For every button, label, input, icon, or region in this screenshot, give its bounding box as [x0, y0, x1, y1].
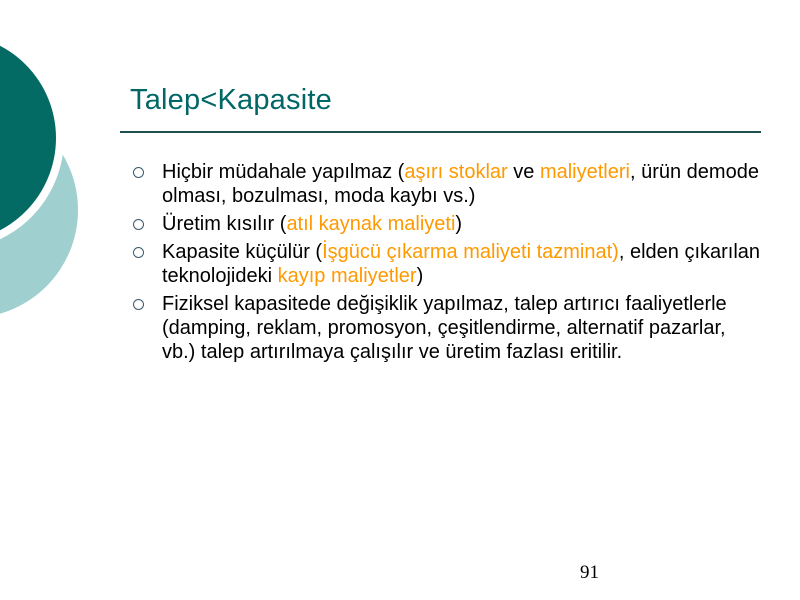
bullet-circle-icon [133, 299, 144, 310]
highlight-text: atıl kaynak maliyeti [286, 213, 456, 235]
bullet-text [162, 160, 762, 208]
bullet-circle-icon [133, 247, 144, 258]
bullet-item [132, 212, 762, 236]
highlight-text: aşırı stoklar [404, 161, 508, 183]
bullet-list [132, 160, 762, 368]
bullet-circle-icon [133, 219, 144, 230]
bullet-text-part: ve [507, 161, 540, 183]
slide-title: Talep<Kapasite [130, 84, 332, 116]
bullet-item [132, 160, 762, 208]
bullet-text [162, 212, 762, 236]
highlight-text: maliyetleri [539, 161, 630, 183]
bullet-text-part: Fiziksel kapasitede değişiklik yapılmaz, talep artırıcı faaliyetlerle (damping, reklam, promosyon, çeşitlendirme, alternatif pazarlar, vb.) talep artırılmaya çalışılır ve üretim fazlası eritilir. [162, 293, 727, 363]
page-number: 91 [580, 562, 599, 583]
bullet-item [132, 292, 762, 364]
bullet-text-part: ) [455, 213, 463, 235]
bullet-text-part: ) [416, 265, 424, 287]
bullet-text-part: Üretim kısılır ( [162, 213, 287, 235]
bullet-text-part: Hiçbir müdahale yapılmaz ( [162, 161, 405, 183]
bullet-text [162, 240, 762, 288]
bullet-circle-icon [133, 167, 144, 178]
bullet-text [162, 292, 762, 364]
bullet-text-part: Kapasite küçülür ( [162, 241, 323, 263]
bullet-text-part: , ürün demode olması, bozulması, moda kaybı vs.) [162, 161, 759, 207]
bullet-text-part: , elden çıkarılan teknolojideki [162, 241, 761, 287]
bullet-item [132, 240, 762, 288]
highlight-text: İşgücü çıkarma maliyeti tazminat) [322, 241, 619, 263]
highlight-text: kayıp maliyetler [277, 265, 417, 287]
title-divider [120, 131, 761, 133]
